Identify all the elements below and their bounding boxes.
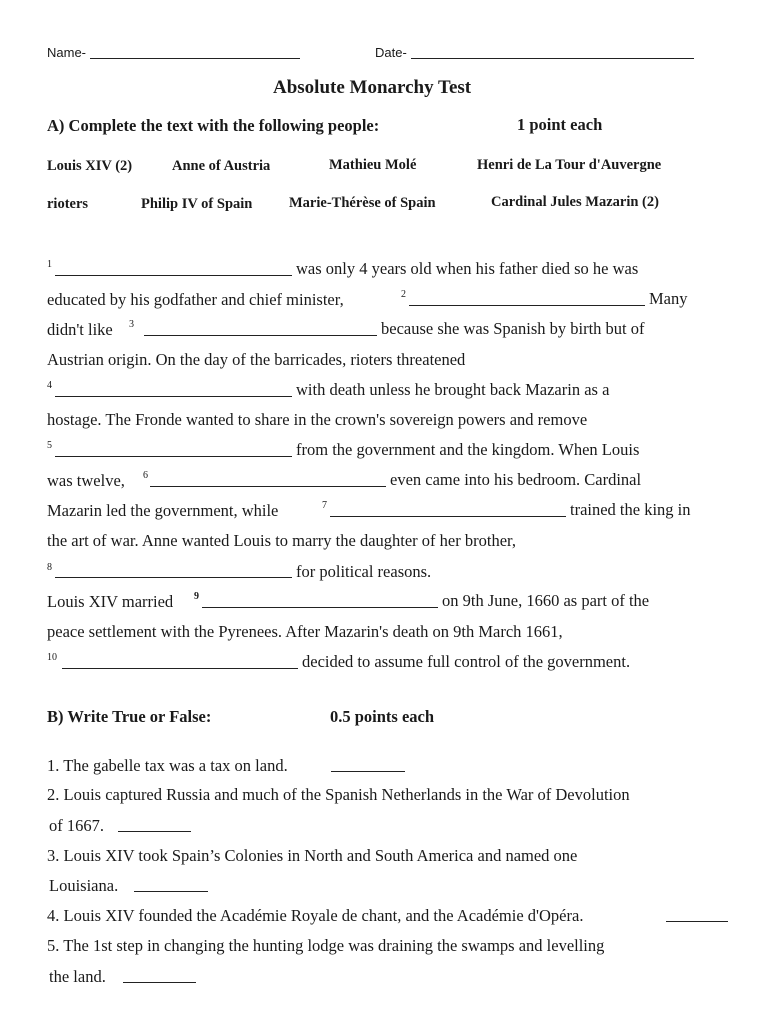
word-bank-item: Louis XIV (2) xyxy=(47,158,133,174)
blank-8[interactable] xyxy=(55,577,292,578)
section-a-heading: A) Complete the text with the following people: xyxy=(47,116,380,135)
section-a-points: 1 point each xyxy=(517,115,603,134)
blank-9[interactable] xyxy=(202,607,438,608)
paragraph-text: Louis XIV married xyxy=(47,592,174,611)
blank-number: 8 xyxy=(47,562,52,573)
tf-question: 4. Louis XIV founded the Académie Royale de chant, and the Académie d'Opéra. xyxy=(47,906,584,925)
tf-question: the land. xyxy=(49,967,106,986)
tf-answer-blank[interactable] xyxy=(123,982,196,983)
paragraph-text: from the government and the kingdom. When Louis xyxy=(296,440,640,459)
tf-answer-blank[interactable] xyxy=(666,921,728,922)
paragraph-text: on 9th June, 1660 as part of the xyxy=(442,591,650,610)
word-bank-item: Marie-Thérèse of Spain xyxy=(289,195,436,211)
blank-5[interactable] xyxy=(55,456,292,457)
paragraph-text: hostage. The Fronde wanted to share in the crown's sovereign powers and remove xyxy=(47,410,588,429)
paragraph-text: because she was Spanish by birth but of xyxy=(381,319,645,338)
blank-number: 10 xyxy=(47,652,57,663)
paragraph-text: Austrian origin. On the day of the barricades, rioters threatened xyxy=(47,350,466,369)
blank-number: 1 xyxy=(47,259,52,270)
paragraph-text: was only 4 years old when his father died so he was xyxy=(296,259,639,278)
tf-answer-blank[interactable] xyxy=(134,891,208,892)
word-bank-item: Henri de La Tour d'Auvergne xyxy=(477,157,662,173)
paragraph-text: peace settlement with the Pyrenees. After Mazarin's death on 9th March 1661, xyxy=(47,622,563,641)
paragraph-text: for political reasons. xyxy=(296,562,432,581)
name-label: Name- xyxy=(47,45,87,60)
paragraph-text: even came into his bedroom. Cardinal xyxy=(390,470,642,489)
tf-question: 1. The gabelle tax was a tax on land. xyxy=(47,756,288,775)
tf-question: 5. The 1st step in changing the hunting lodge was draining the swamps and levelling xyxy=(47,936,605,955)
word-bank-item: Mathieu Molé xyxy=(329,157,417,173)
paragraph-text: was twelve, xyxy=(47,471,125,490)
blank-number: 9 xyxy=(194,591,199,602)
blank-number: 5 xyxy=(47,440,52,451)
tf-question: of 1667. xyxy=(49,816,104,835)
word-bank-item: Cardinal Jules Mazarin (2) xyxy=(491,194,659,210)
date-field[interactable] xyxy=(411,58,694,59)
blank-10[interactable] xyxy=(62,668,298,669)
date-label: Date- xyxy=(375,45,407,60)
tf-answer-blank[interactable] xyxy=(118,831,191,832)
blank-number: 7 xyxy=(322,500,327,511)
blank-number: 6 xyxy=(143,470,148,481)
blank-number: 2 xyxy=(401,289,406,300)
blank-6[interactable] xyxy=(150,486,386,487)
name-field[interactable] xyxy=(90,58,300,59)
word-bank-item: Anne of Austria xyxy=(172,158,271,174)
blank-2[interactable] xyxy=(409,305,645,306)
blank-1[interactable] xyxy=(55,275,292,276)
word-bank-item: Philip IV of Spain xyxy=(141,196,253,212)
tf-question: Louisiana. xyxy=(49,876,119,895)
section-b-points: 0.5 points each xyxy=(330,707,435,726)
paragraph-text: educated by his godfather and chief minister, xyxy=(47,290,344,309)
word-bank-item: rioters xyxy=(47,196,89,212)
paragraph-text: Mazarin led the government, while xyxy=(47,501,279,520)
paragraph-text: with death unless he brought back Mazarin as a xyxy=(296,380,610,399)
tf-question: 3. Louis XIV took Spain’s Colonies in North and South America and named one xyxy=(47,846,578,865)
blank-4[interactable] xyxy=(55,396,292,397)
blank-number: 3 xyxy=(129,319,134,330)
paragraph-text: the art of war. Anne wanted Louis to marry the daughter of her brother, xyxy=(47,531,516,550)
paragraph-text: decided to assume full control of the government. xyxy=(302,652,631,671)
paragraph-text: didn't like xyxy=(47,320,113,339)
section-b-heading: B) Write True or False: xyxy=(47,707,212,726)
blank-number: 4 xyxy=(47,380,52,391)
blank-7[interactable] xyxy=(330,516,566,517)
tf-question: 2. Louis captured Russia and much of the Spanish Netherlands in the War of Devolution xyxy=(47,785,630,804)
paragraph-text: Many xyxy=(649,289,688,308)
tf-answer-blank[interactable] xyxy=(331,771,405,772)
blank-3[interactable] xyxy=(144,335,377,336)
page-title: Absolute Monarchy Test xyxy=(273,77,472,98)
paragraph-text: trained the king in xyxy=(570,500,691,519)
